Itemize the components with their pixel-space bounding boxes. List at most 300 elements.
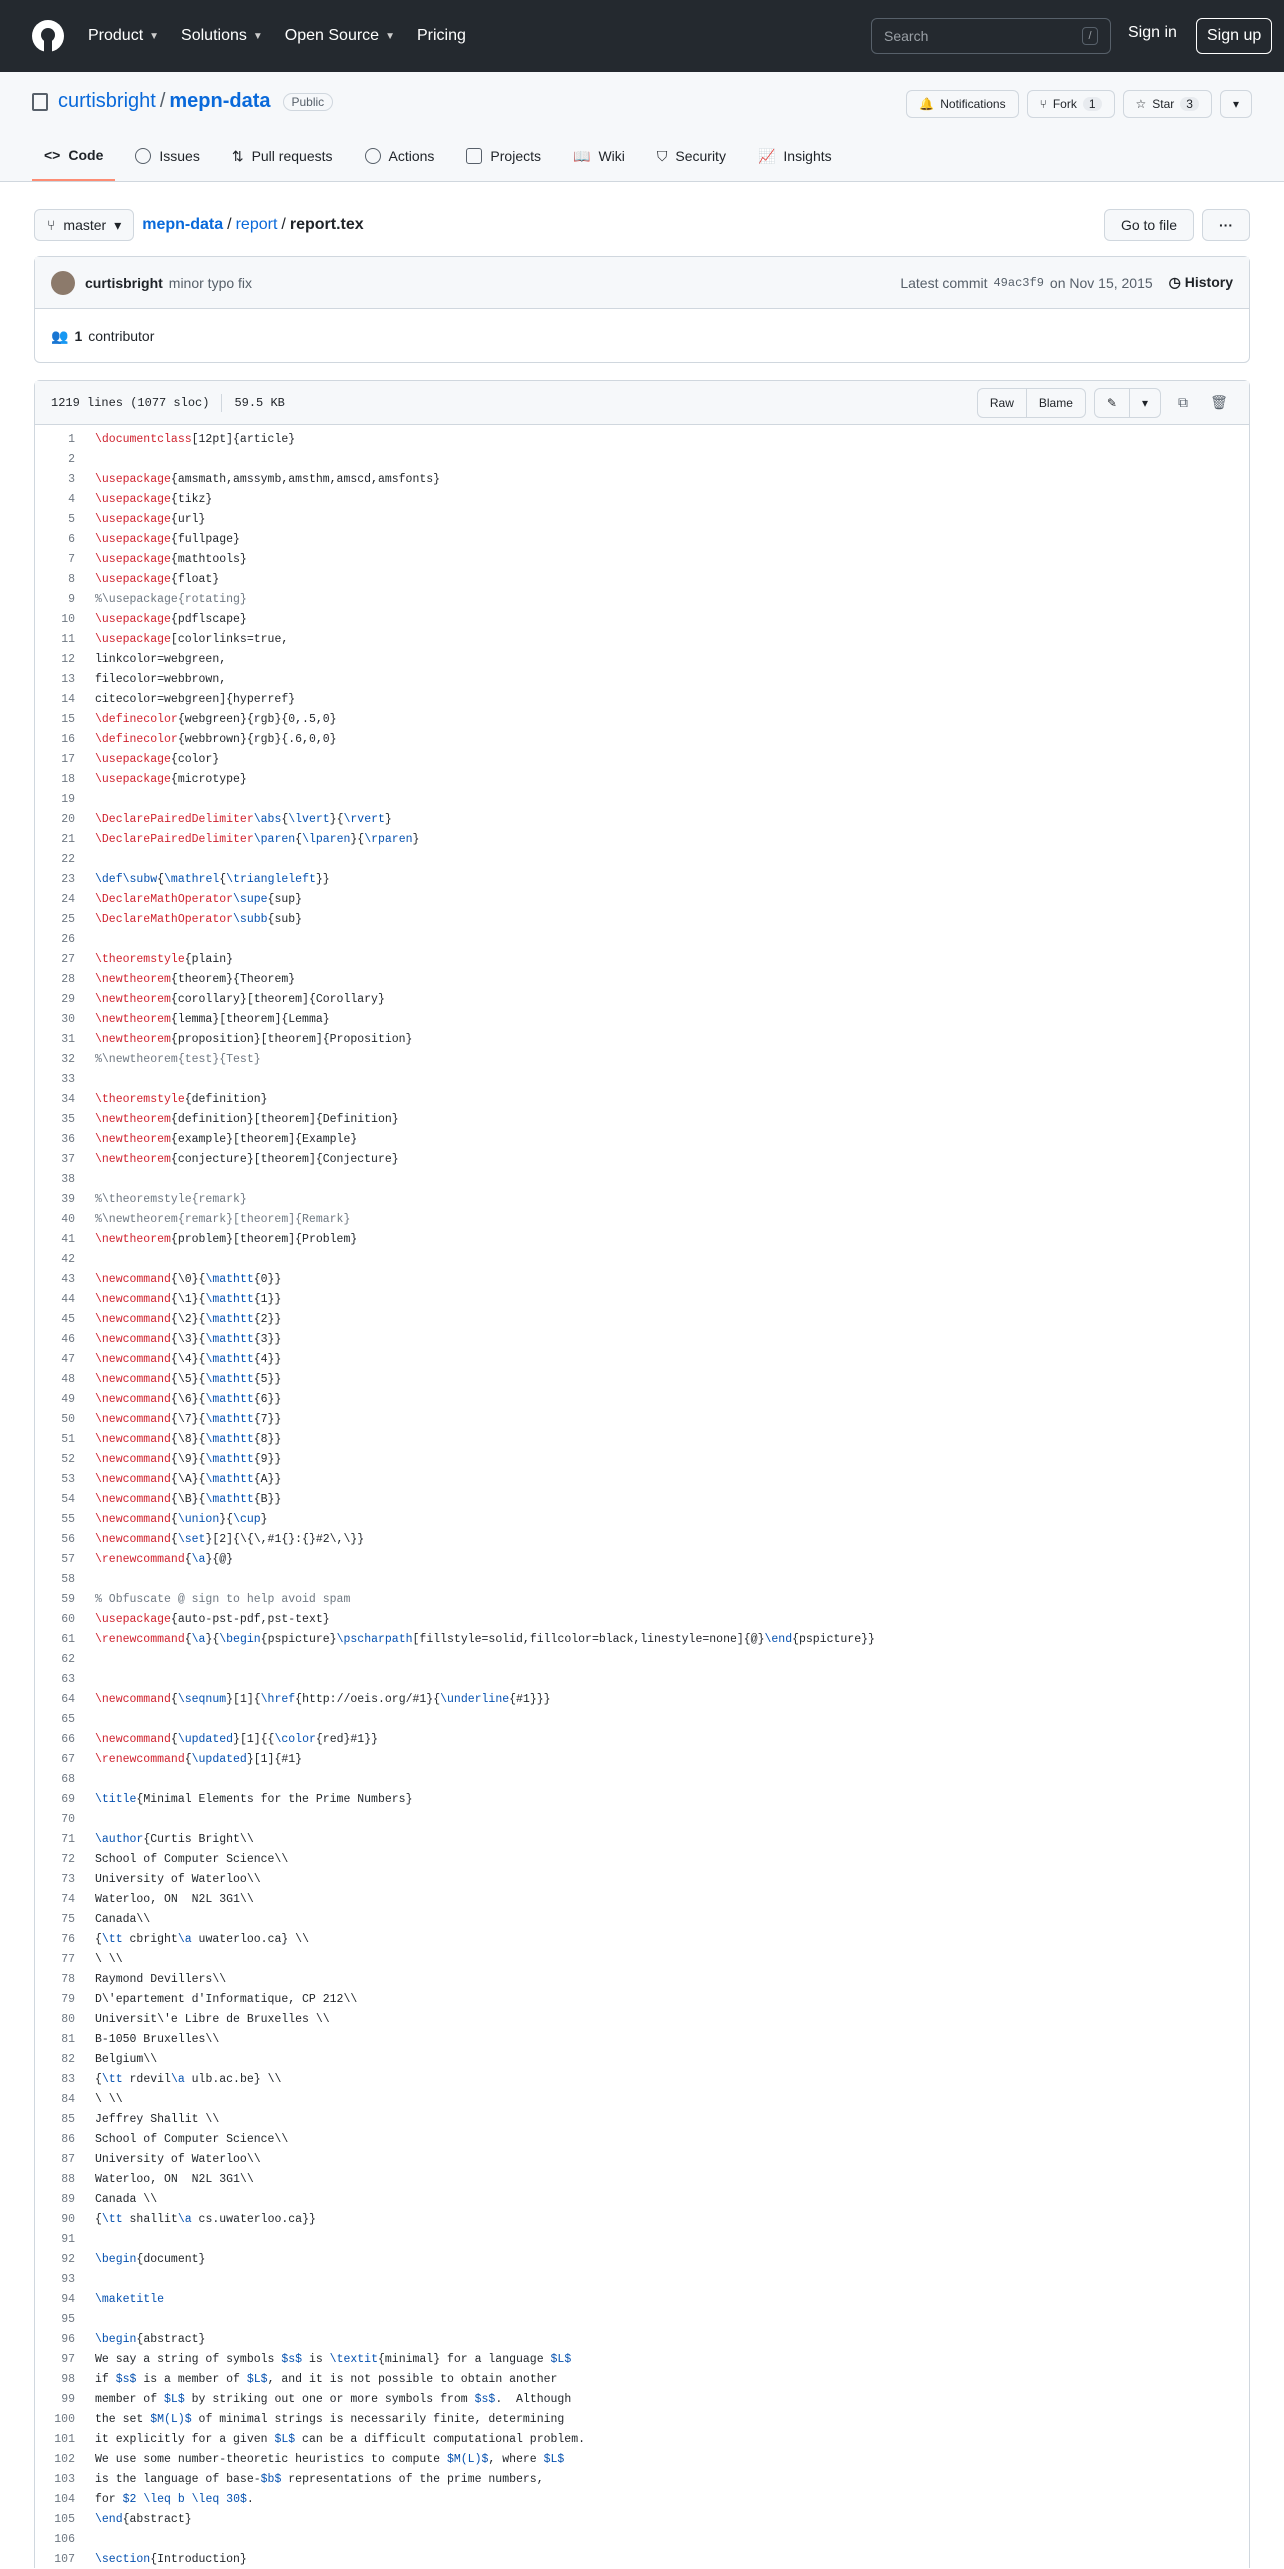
line-text: \usepackage{url} [95,513,205,526]
code-icon: <> [44,147,60,163]
line-number[interactable]: 7 [35,553,75,566]
line-number[interactable]: 23 [35,873,75,886]
line-number[interactable]: 47 [35,1353,75,1366]
line-text: \newcommand{\B}{\mathtt{B}} [95,1493,281,1506]
line-text: \ \\ [95,2093,123,2106]
line-text: \newcommand{\seqnum}[1]{\href{http://oeis.org/#1}{\underline{#1}}} [95,1693,551,1706]
line-number[interactable]: 54 [35,1493,75,1506]
code-line [35,1869,1249,1889]
nav-open-source[interactable] [285,27,395,45]
notifications-label: Notifications [940,97,1005,111]
line-number[interactable]: 4 [35,493,75,506]
breadcrumb-repo[interactable]: mepn-data [142,216,223,234]
line-number[interactable]: 18 [35,773,75,786]
line-text: \usepackage{fullpage} [95,533,240,546]
code-line [35,1009,1249,1029]
line-number[interactable]: 37 [35,1153,75,1166]
code-line [35,729,1249,749]
line-number[interactable]: 38 [35,1173,75,1186]
code-line [35,989,1249,1009]
line-text: \definecolor{webgreen}{rgb}{0,.5,0} [95,713,337,726]
code-line [35,569,1249,589]
code-line [35,2429,1249,2449]
code-line [35,489,1249,509]
line-number[interactable]: 31 [35,1033,75,1046]
code-line [35,1029,1249,1049]
line-number[interactable]: 14 [35,693,75,706]
tab-label: Pull requests [252,148,333,164]
go-to-file-button[interactable]: Go to file [1104,209,1194,241]
line-text: Jeffrey Shallit \\ [95,2113,219,2126]
code-line [35,609,1249,629]
code-line [35,1209,1249,1229]
line-number[interactable]: 29 [35,993,75,1006]
code-listing [35,425,1249,2569]
nav-label: Open Source [285,27,379,45]
repo-owner-link[interactable]: curtisbright [58,90,156,113]
code-line [35,1909,1249,1929]
line-text: \theoremstyle{plain} [95,953,233,966]
line-text: Universit\'e Libre de Bruxelles \\ [95,2013,330,2026]
file-actions [977,388,1233,418]
code-line [35,2309,1249,2329]
tab-label: Actions [389,148,435,164]
line-number[interactable]: 33 [35,1073,75,1086]
star-dropdown-button[interactable] [1220,90,1252,118]
line-number[interactable]: 36 [35,1133,75,1146]
raw-button[interactable]: Raw [978,389,1026,417]
line-number[interactable]: 82 [35,2053,75,2066]
line-number[interactable]: 73 [35,1873,75,1886]
line-number[interactable]: 55 [35,1513,75,1526]
code-line [35,1189,1249,1209]
line-text: \documentclass[12pt]{article} [95,433,295,446]
line-number[interactable]: 81 [35,2033,75,2046]
line-number[interactable]: 50 [35,1413,75,1426]
slash-key-hint: / [1082,27,1098,45]
code-line [35,529,1249,549]
line-number[interactable]: 98 [35,2373,75,2386]
line-number[interactable]: 59 [35,1593,75,1606]
line-number[interactable]: 58 [35,1573,75,1586]
search-input[interactable] [871,18,1111,54]
line-text: it explicitly for a given $L$ can be a difficult computational problem. [95,2433,585,2446]
line-number[interactable]: 94 [35,2293,75,2306]
star-label: Star [1152,97,1174,111]
line-number[interactable]: 35 [35,1113,75,1126]
code-line [35,549,1249,569]
breadcrumb-folder[interactable]: report [236,216,278,234]
line-number[interactable]: 95 [35,2313,75,2326]
line-number[interactable]: 52 [35,1453,75,1466]
line-number[interactable]: 22 [35,853,75,866]
line-number[interactable]: 48 [35,1373,75,1386]
line-number[interactable]: 63 [35,1673,75,1686]
line-text: \newtheorem{corollary}[theorem]{Corollary} [95,993,385,1006]
contributor-label: contributor [88,328,154,344]
line-text: \usepackage{auto-pst-pdf,pst-text} [95,1613,330,1626]
line-number[interactable]: 1 [35,433,75,446]
code-line [35,969,1249,989]
line-text: {\tt shallit\a cs.uwaterloo.ca}} [95,2213,316,2226]
line-text: \title{Minimal Elements for the Prime Numbers} [95,1793,412,1806]
line-number[interactable]: 20 [35,813,75,826]
nav-label: Solutions [181,27,247,45]
code-line [35,1049,1249,1069]
line-number[interactable]: 24 [35,893,75,906]
line-number[interactable]: 62 [35,1653,75,1666]
line-text: Belgium\\ [95,2053,157,2066]
line-number[interactable]: 56 [35,1533,75,1546]
line-number[interactable]: 34 [35,1093,75,1106]
line-number[interactable]: 2 [35,453,75,466]
code-line [35,1729,1249,1749]
line-text: \DeclarePairedDelimiter\abs{\lvert}{\rvert} [95,813,392,826]
line-number[interactable]: 96 [35,2333,75,2346]
line-text: \renewcommand{\updated}[1]{#1} [95,1753,302,1766]
line-number[interactable]: 80 [35,2013,75,2026]
code-line [35,749,1249,769]
line-text: the set $M(L)$ of minimal strings is necessarily finite, determining [95,2413,564,2426]
code-line [35,809,1249,829]
line-text: \usepackage{mathtools} [95,553,247,566]
code-line [35,1649,1249,1669]
line-text: \def\subw{\mathrel{\triangleleft}} [95,873,330,886]
edit-pencil-icon[interactable]: ✎ [1095,389,1129,417]
history-label: History [1185,274,1233,290]
line-number[interactable]: 3 [35,473,75,486]
line-number[interactable]: 39 [35,1193,75,1206]
line-text: {\tt cbright\a uwaterloo.ca} \\ [95,1933,309,1946]
code-line [35,2529,1249,2549]
line-number[interactable]: 85 [35,2113,75,2126]
code-line [35,1849,1249,1869]
line-text: filecolor=webbrown, [95,673,226,686]
code-line [35,2209,1249,2229]
line-number[interactable]: 88 [35,2173,75,2186]
line-number[interactable]: 72 [35,1853,75,1866]
tab-pull-requests[interactable] [220,131,345,181]
line-text: Raymond Devillers\\ [95,1973,226,1986]
nav-label: Product [88,27,143,45]
nav-label: Pricing [417,27,466,45]
line-number[interactable]: 102 [35,2453,75,2466]
line-number[interactable]: 40 [35,1213,75,1226]
line-text: \begin{document} [95,2253,205,2266]
line-number[interactable]: 61 [35,1633,75,1646]
nav-solutions[interactable] [181,27,263,45]
sign-up-button[interactable]: Sign up [1196,18,1272,54]
line-text: \begin{abstract} [95,2333,205,2346]
fork-button[interactable] [1027,90,1115,118]
line-number[interactable]: 66 [35,1733,75,1746]
line-number[interactable]: 53 [35,1473,75,1486]
code-line [35,2229,1249,2249]
breadcrumb-file: report.tex [290,216,364,234]
line-number[interactable]: 101 [35,2433,75,2446]
line-text: \newcommand{\7}{\mathtt{7}} [95,1413,281,1426]
tab-wiki[interactable] [561,131,637,181]
nav-product[interactable] [88,27,159,45]
line-text: if $s$ is a member of $L$, and it is not possible to obtain another [95,2373,557,2386]
tab-label: Code [68,147,103,163]
code-line [35,1949,1249,1969]
line-number[interactable]: 84 [35,2093,75,2106]
code-line [35,1329,1249,1349]
code-line [35,669,1249,689]
commit-meta [900,274,1233,291]
code-line [35,1749,1249,1769]
tab-issues[interactable] [123,131,211,181]
line-number[interactable]: 74 [35,1893,75,1906]
repo-icon [32,93,48,111]
line-number[interactable]: 67 [35,1753,75,1766]
code-line [35,1709,1249,1729]
line-number[interactable]: 87 [35,2153,75,2166]
code-line [35,2169,1249,2189]
commit-message[interactable]: minor typo fix [169,275,252,291]
file-size: 59.5 KB [234,396,284,410]
code-line [35,1589,1249,1609]
people-icon: 👥 [51,328,68,345]
line-number[interactable]: 21 [35,833,75,846]
line-number[interactable]: 79 [35,1993,75,2006]
line-text: We use some number-theoretic heuristics to compute $M(L)$, where $L$ [95,2453,564,2466]
code-line [35,1269,1249,1289]
line-text: \newcommand{\1}{\mathtt{1}} [95,1293,281,1306]
blame-button[interactable]: Blame [1026,389,1085,417]
line-number[interactable]: 60 [35,1613,75,1626]
line-text: \maketitle [95,2293,164,2306]
code-line [35,2249,1249,2269]
line-number[interactable]: 83 [35,2073,75,2086]
code-line [35,1889,1249,1909]
nav-pricing[interactable] [417,27,466,45]
pull-request-icon: ⇅ [232,148,244,165]
code-line [35,2409,1249,2429]
sign-in-link[interactable]: Sign in [1128,24,1177,42]
line-number[interactable]: 6 [35,533,75,546]
fork-label: Fork [1053,97,1077,111]
line-number[interactable]: 106 [35,2533,75,2546]
line-number[interactable]: 15 [35,713,75,726]
line-number[interactable]: 57 [35,1553,75,1566]
line-number[interactable]: 45 [35,1313,75,1326]
code-line [35,1969,1249,1989]
line-number[interactable]: 76 [35,1933,75,1946]
code-line [35,2549,1249,2569]
bell-icon: 🔔 [919,97,934,111]
line-number[interactable]: 32 [35,1053,75,1066]
line-number[interactable]: 43 [35,1273,75,1286]
line-number[interactable]: 44 [35,1293,75,1306]
chevron-down-icon: ▼ [385,31,395,42]
github-logo-icon[interactable] [32,20,64,52]
line-number[interactable]: 68 [35,1773,75,1786]
line-number[interactable]: 103 [35,2473,75,2486]
line-number[interactable]: 92 [35,2253,75,2266]
code-line [35,1789,1249,1809]
code-line [35,2329,1249,2349]
line-text: \theoremstyle{definition} [95,1093,268,1106]
line-number[interactable]: 8 [35,573,75,586]
line-number[interactable]: 105 [35,2513,75,2526]
line-number[interactable]: 12 [35,653,75,666]
code-line [35,1809,1249,1829]
code-line [35,1989,1249,2009]
code-line [35,1449,1249,1469]
copy-icon[interactable]: ⧉ [1169,389,1197,417]
tab-actions[interactable] [353,131,447,181]
line-number[interactable]: 30 [35,1013,75,1026]
line-number[interactable]: 10 [35,613,75,626]
avatar[interactable] [51,271,75,295]
tab-insights[interactable] [746,131,844,181]
contributors-row[interactable] [35,309,1249,363]
line-number[interactable]: 99 [35,2393,75,2406]
code-line [35,2029,1249,2049]
line-text: \newcommand{\union}{\cup} [95,1513,268,1526]
line-number[interactable]: 28 [35,973,75,986]
line-number[interactable]: 78 [35,1973,75,1986]
line-number[interactable]: 77 [35,1953,75,1966]
line-number[interactable]: 42 [35,1253,75,1266]
code-line [35,2489,1249,2509]
raw-blame-group [977,388,1086,418]
line-number[interactable]: 100 [35,2413,75,2426]
line-number[interactable]: 27 [35,953,75,966]
line-text: \renewcommand{\a}{\begin{pspicture}\pscharpath[fillstyle=solid,fillcolor=black,linestyle=none]{@}\end{pspicture}} [95,1633,875,1646]
line-text: \newtheorem{proposition}[theorem]{Proposition} [95,1033,412,1046]
trash-icon[interactable]: 🗑 [1205,389,1233,417]
code-line [35,909,1249,929]
line-number[interactable]: 26 [35,933,75,946]
line-number[interactable]: 51 [35,1433,75,1446]
more-options-button[interactable]: ··· [1202,209,1250,241]
line-text: \end{abstract} [95,2513,192,2526]
code-line [35,2509,1249,2529]
line-text: Canada \\ [95,2193,157,2206]
line-text: \newcommand{\0}{\mathtt{0}} [95,1273,281,1286]
star-button[interactable] [1123,90,1212,118]
history-button[interactable] [1169,274,1233,291]
code-line [35,709,1249,729]
code-line [35,1129,1249,1149]
commit-author[interactable]: curtisbright [85,275,163,291]
line-number[interactable]: 13 [35,673,75,686]
code-line [35,929,1249,949]
line-text: \newtheorem{conjecture}[theorem]{Conjecture} [95,1153,399,1166]
branch-select[interactable] [34,209,134,241]
line-text: for $2 \leq b \leq 30$. [95,2493,254,2506]
line-number[interactable]: 25 [35,913,75,926]
line-number[interactable]: 70 [35,1813,75,1826]
line-number[interactable]: 64 [35,1693,75,1706]
tab-label: Wiki [598,148,624,164]
line-number[interactable]: 65 [35,1713,75,1726]
line-text: \newcommand{\6}{\mathtt{6}} [95,1393,281,1406]
tab-projects[interactable] [454,131,553,181]
code-line [35,2269,1249,2289]
edit-group [1094,388,1161,418]
line-text: \newcommand{\updated}[1]{{\color{red}#1}} [95,1733,378,1746]
line-number[interactable]: 49 [35,1393,75,1406]
line-text: \DeclareMathOperator\subb{sub} [95,913,302,926]
code-line [35,2349,1249,2369]
commit-sha[interactable]: 49ac3f9 [993,276,1043,290]
line-text: \newtheorem{theorem}{Theorem} [95,973,295,986]
line-number[interactable]: 97 [35,2353,75,2366]
line-number[interactable]: 5 [35,513,75,526]
code-line [35,1309,1249,1329]
line-number[interactable]: 75 [35,1913,75,1926]
line-text: \newtheorem{problem}[theorem]{Problem} [95,1233,357,1246]
code-line [35,2089,1249,2109]
code-line [35,1089,1249,1109]
tab-security[interactable] [645,131,738,181]
line-number[interactable]: 93 [35,2273,75,2286]
code-line [35,429,1249,449]
commit-date: on Nov 15, 2015 [1050,275,1153,291]
line-text: University of Waterloo\\ [95,2153,261,2166]
line-text: citecolor=webgreen]{hyperref} [95,693,295,706]
chevron-down-icon: ▼ [149,31,159,42]
line-text: \newcommand{\A}{\mathtt{A}} [95,1473,281,1486]
commit-box [34,256,1250,363]
line-text: \author{Curtis Bright\\ [95,1833,254,1846]
line-number[interactable]: 41 [35,1233,75,1246]
line-number[interactable]: 16 [35,733,75,746]
line-number[interactable]: 69 [35,1793,75,1806]
repo-name-link[interactable]: mepn-data [169,90,270,113]
code-line [35,2289,1249,2309]
line-number[interactable]: 86 [35,2133,75,2146]
line-number[interactable]: 17 [35,753,75,766]
code-line [35,1289,1249,1309]
line-number[interactable]: 19 [35,793,75,806]
line-text: D\'epartement d'Informatique, CP 212\\ [95,1993,357,2006]
line-text: %\newtheorem{test}{Test} [95,1053,261,1066]
line-number[interactable]: 46 [35,1333,75,1346]
line-number[interactable]: 107 [35,2553,75,2566]
line-number[interactable]: 104 [35,2493,75,2506]
code-line [35,1529,1249,1549]
notifications-button[interactable] [906,90,1018,118]
line-text: School of Computer Science\\ [95,1853,288,1866]
line-number[interactable]: 71 [35,1833,75,1846]
line-text: % Obfuscate @ sign to help avoid spam [95,1593,350,1606]
file-nav-bar [34,208,1250,242]
tab-label: Insights [783,148,831,164]
code-line [35,1069,1249,1089]
star-count: 3 [1180,97,1199,111]
divider [221,394,222,412]
line-number[interactable]: 90 [35,2213,75,2226]
line-text: \DeclareMathOperator\supe{sup} [95,893,302,906]
line-number[interactable]: 89 [35,2193,75,2206]
line-number[interactable]: 11 [35,633,75,646]
line-text: \newtheorem{example}[theorem]{Example} [95,1133,357,1146]
chevron-down-icon[interactable]: ▾ [1129,389,1160,417]
line-text: \section{Introduction} [95,2553,247,2566]
line-text: \newcommand{\9}{\mathtt{9}} [95,1453,281,1466]
tab-code[interactable] [32,131,115,181]
line-number[interactable]: 91 [35,2233,75,2246]
code-line [35,2009,1249,2029]
code-line [35,1569,1249,1589]
line-number[interactable]: 9 [35,593,75,606]
line-text: B-1050 Bruxelles\\ [95,2033,219,2046]
